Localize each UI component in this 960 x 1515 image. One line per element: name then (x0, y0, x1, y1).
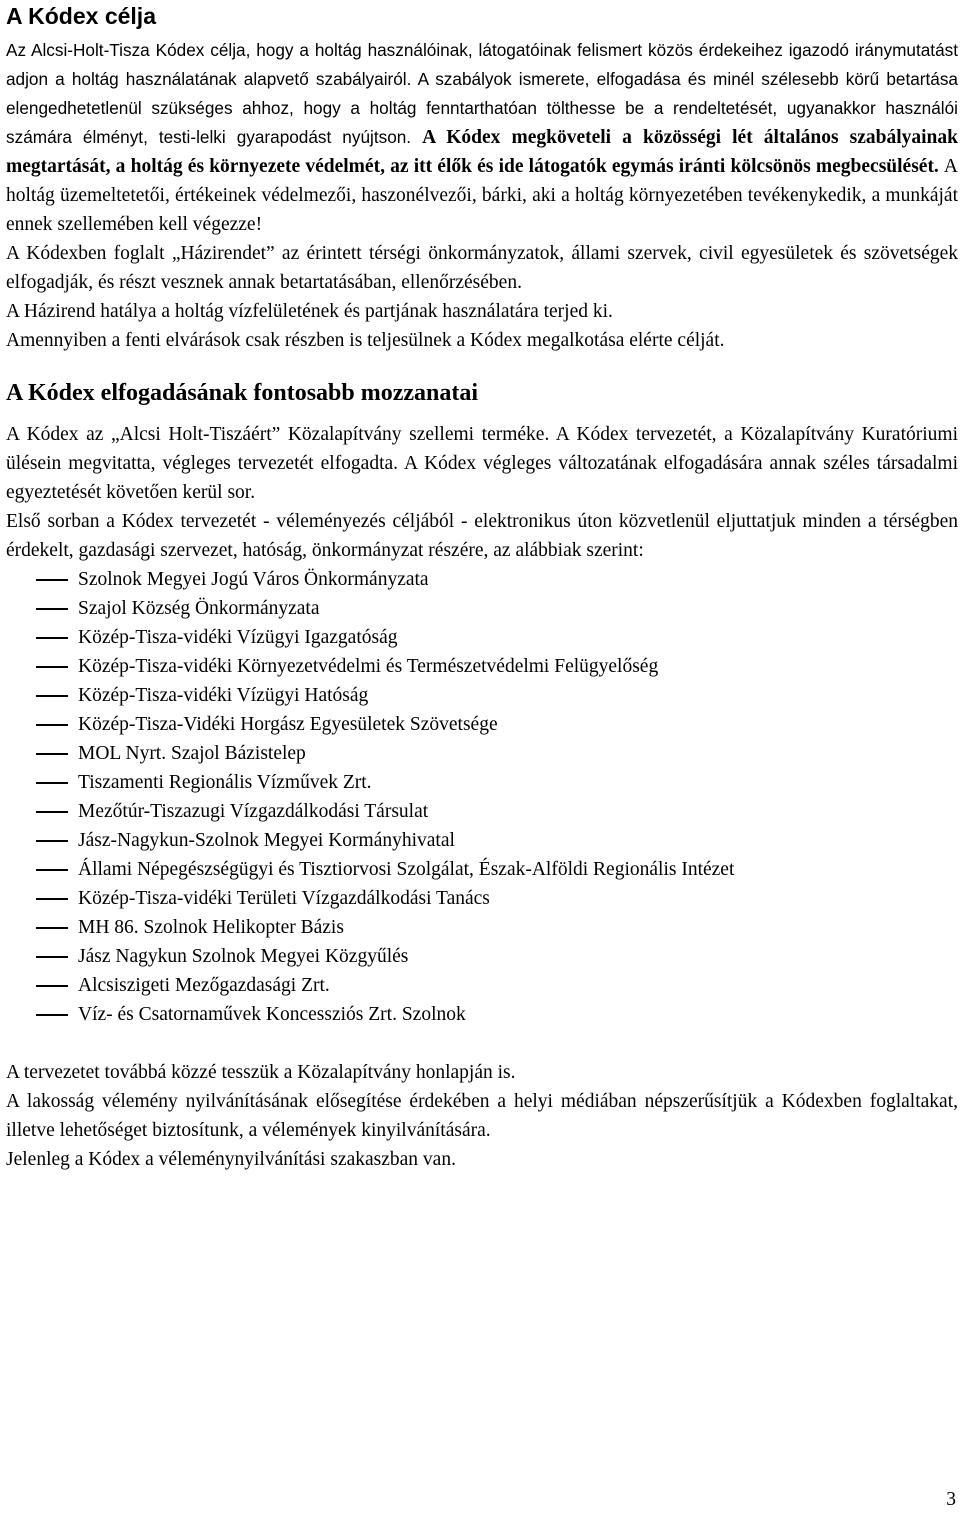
dash-bullet (36, 724, 68, 726)
dash-bullet (36, 927, 68, 929)
paragraph-elvarasok: Amennyiben a fenti elvárások csak részben is teljesülnek a Kódex megalkotása elérte célját. (6, 330, 725, 351)
paragraph-honlap: A tervezetet továbbá közzé tesszük a Közalapítvány honlapján is. (6, 1062, 516, 1083)
list-item: Közép-Tisza-vidéki Környezetvédelmi és Természetvédelmi Felügyelőség (6, 652, 958, 681)
spacer (6, 1029, 958, 1058)
organization-list (6, 565, 958, 1029)
paragraph-hazirend: A Kódexben foglalt „Házirendet” az érintett térségi önkormányzatok, állami szervek, civil egyesületek és szövetségek elfogadják, és részt vesznek annak betartatásában, ellenőrzésében. (6, 243, 958, 293)
list-item: Jász-Nagykun-Szolnok Megyei Kormányhivatal (6, 826, 958, 855)
list-item: Közép-Tisza-vidéki Vízügyi Igazgatóság (6, 623, 958, 652)
paragraph-hataly: A Házirend hatálya a holtág vízfelületének és partjának használatára terjed ki. (6, 301, 613, 322)
dash-bullet (36, 869, 68, 871)
section-heading-elfogadas: A Kódex elfogadásának fontosabb mozzanatai (6, 380, 479, 406)
list-item: Közép-Tisza-vidéki Vízügyi Hatóság (6, 681, 958, 710)
list-item: Jász Nagykun Szolnok Megyei Közgyűlés (6, 942, 958, 971)
paragraph-jelenleg: Jelenleg a Kódex a véleménynyilvánítási szakaszban van. (6, 1149, 456, 1170)
paragraph-elektronikus-uton: Első sorban a Kódex tervezetét - véleményezés céljából - elektronikus úton közvetlenül eljuttatjuk minden a térségben érdekelt, gazdasági szervezet, hatóság, önkormányzat részére, az alábbiak szerint: (6, 511, 958, 561)
dash-bullet (36, 637, 68, 639)
list-item: Alcsiszigeti Mezőgazdasági Zrt. (6, 971, 958, 1000)
dash-bullet (36, 985, 68, 987)
list-item: Közép-Tisza-vidéki Területi Vízgazdálkodási Tanács (6, 884, 958, 913)
page-number: 3 (946, 1489, 956, 1510)
dash-bullet (36, 695, 68, 697)
section-heading-kodex-celja: A Kódex célja (6, 3, 156, 29)
dash-bullet (36, 579, 68, 581)
list-item: Víz- és Csatornaművek Koncessziós Zrt. Szolnok (6, 1000, 958, 1029)
list-item: Tiszamenti Regionális Vízművek Zrt. (6, 768, 958, 797)
paragraph-purpose (6, 36, 958, 239)
dash-bullet (36, 608, 68, 610)
list-item: MH 86. Szolnok Helikopter Bázis (6, 913, 958, 942)
dash-bullet (36, 898, 68, 900)
list-item: Állami Népegészségügyi és Tisztiorvosi Szolgálat, Észak-Alföldi Regionális Intézet (6, 855, 958, 884)
paragraph-purpose-bold: A Kódex megköveteli a közösségi lét általános szabályainak megtartását, a holtág és környezete védelmét, az itt élők és ide látogatók egymás iránti kölcsönös megbecsülését. (6, 127, 958, 177)
list-item: Szolnok Megyei Jogú Város Önkormányzata (6, 565, 958, 594)
list-item: Közép-Tisza-Vidéki Horgász Egyesületek Szövetsége (6, 710, 958, 739)
list-item: MOL Nyrt. Szajol Bázistelep (6, 739, 958, 768)
list-item: Szajol Község Önkormányzata (6, 594, 958, 623)
dash-bullet (36, 782, 68, 784)
dash-bullet (36, 1014, 68, 1016)
paragraph-purpose-continuation: A holtág üzemeltetetői, értékeinek védelmezői, haszonélvezői, bárki, aki a holtág környezetében tevékenykedik, a munkáját ennek szellemében kell végezze! (6, 156, 958, 235)
paragraph-lakossag: A lakosság vélemény nyilvánításának elősegítése érdekében a helyi médiában népszerűsítjük a Kódexben foglaltakat, illetve lehetőséget biztosítunk, a vélemények kinyilvánítására. (6, 1091, 958, 1141)
dash-bullet (36, 956, 68, 958)
dash-bullet (36, 811, 68, 813)
paragraph-purpose-text: Az Alcsi-Holt-Tisza Kódex célja, hogy a holtág használóinak, látogatóinak felismert közös érdekeihez igazodó iránymutatást adjon a holtág használatának alapvető szabályairól. A szabályok ismerete, elfogadása és minél szélesebb körű betartása elengedhetetlenül szükséges ahhoz, hogy a holtág fenntarthatóan tölthesse be a rendeltetését, ugyanakkor használói számára élményt, testi-lelki gyarapodást nyújtson. (6, 40, 958, 147)
document-page (6, 0, 958, 1174)
dash-bullet (36, 666, 68, 668)
paragraph-kozalapitvany: A Kódex az „Alcsi Holt-Tiszáért” Közalapítvány szellemi terméke. A Kódex tervezetét, a Közalapítvány Kuratóriumi ülésein megvitatta, végleges tervezetét elfogadta. A Kódex végleges változatának elfogadására annak széles társadalmi egyeztetését követően kerül sor. (6, 424, 958, 503)
dash-bullet (36, 753, 68, 755)
list-item: Mezőtúr-Tiszazugi Vízgazdálkodási Társulat (6, 797, 958, 826)
dash-bullet (36, 840, 68, 842)
